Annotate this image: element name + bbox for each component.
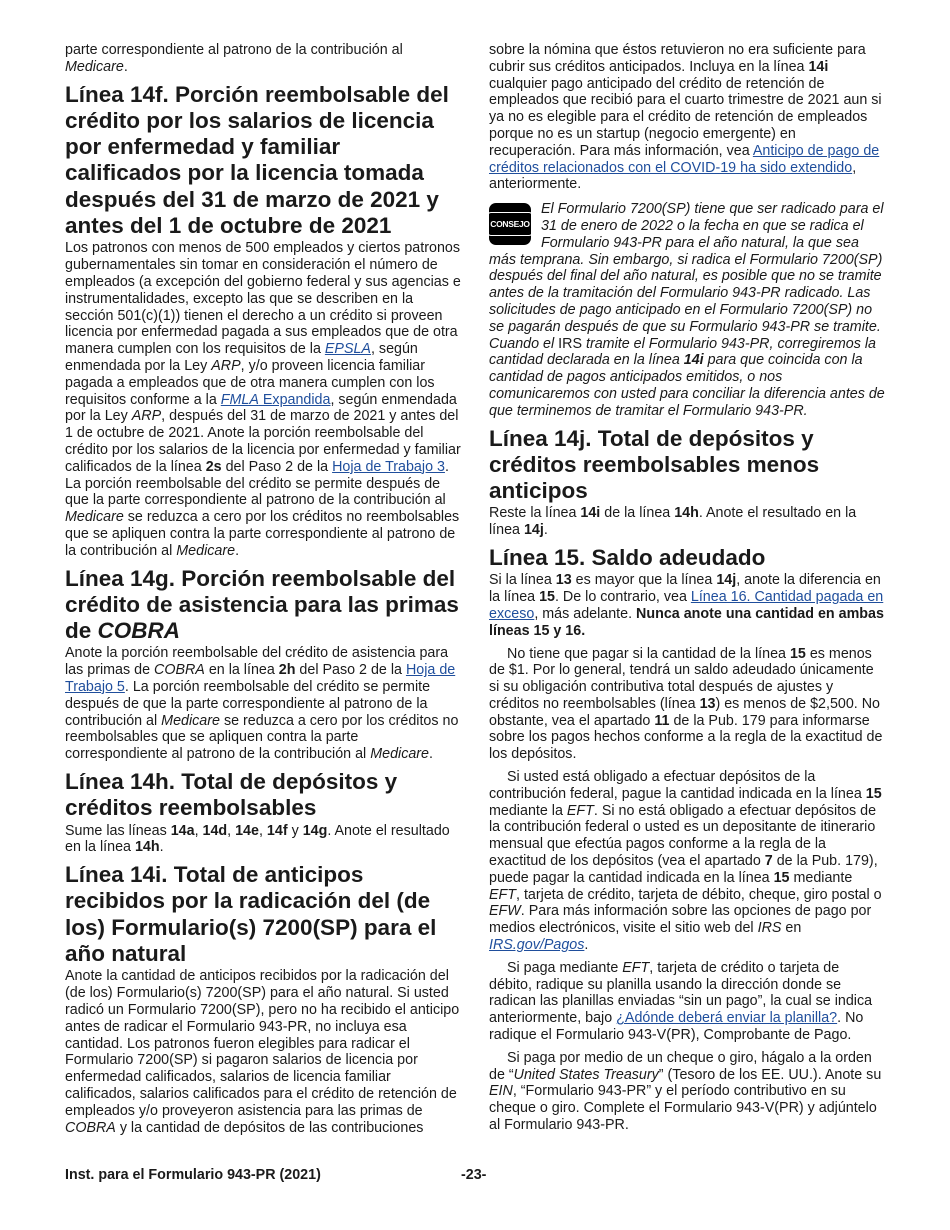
consejo-text: El Formulario 7200(SP) tiene que ser radicado para el 31 de enero de 2022 o la fecha en que se radica el Formulario 943-PR para el año natural, la que sea más temprana. Sin embargo, si radica el Formulario 7200(SP) después del final del año natural, es posible que no se tramite antes de la tramitación del Formulario 943-PR radicado. Las solicitudes de pago anticipado en el Formulario 7200(SP) no se pagarán después de que su Formulario 943-PR se tramite. Cuando el IRS tramite el Formulario 943-PR, corregiremos la cantidad declarada en la línea 14i para que coincida con la cantidad de pagos anticipados emitidos, o nos comunicaremos con usted para conciliar la diferencia antes de que terminemos de tramitar el Formulario 943-PR.	[489, 201, 885, 419]
heading-14i: Línea 14i. Total de anticipos recibidos por la radicación del (de los) Formulario(s) 7200(SP) para el año natural	[65, 862, 437, 967]
section-14f	[65, 82, 461, 560]
paragraph-14i-continued: sobre la nómina que éstos retuvieron no era suficiente para cubrir sus créditos anticipados. Incluya en la línea 14i cualquier pago anticipado del crédito de retención de empleados que recibió para el cuarto trimestre de 2021 aun si ya no es elegible para el crédito de retención de empleados porque no es un startup (negocio emergente) en recuperación. Para más información, vea Anticipo de pago de créditos relacionados con el COVID-19 ha sido extendido, anteriormente.	[489, 42, 882, 193]
heading-14g: Línea 14g. Porción reembolsable del crédito de asistencia para las primas de COBRA	[65, 565, 459, 644]
adonde-enviar-link[interactable]: ¿Adónde deberá enviar la planilla?	[616, 1010, 838, 1027]
section-15	[489, 545, 885, 1134]
epsla-link[interactable]: EPSLA	[324, 341, 371, 358]
section-14g	[65, 566, 461, 763]
left-column	[65, 42, 461, 1136]
heading-14f: Línea 14f. Porción reembolsable del crédito por los salarios de licencia por enfermedad y familiar calificados por la licencia tomada después del 31 de marzo de 2021 y antes del 1 de octubre de 2021	[65, 81, 449, 239]
linea-16-link[interactable]: Línea 16. Cantidad pagada en exceso	[489, 589, 884, 622]
consejo-icon: CONSEJO	[489, 203, 531, 245]
consejo-tip	[489, 201, 885, 419]
section-14h	[65, 769, 461, 856]
section-14j	[489, 426, 885, 539]
paragraph-14f: Los patronos con menos de 500 empleados y ciertos patronos gubernamentales sin tomar en consideración el número de empleados (a excepción del gobierno federal y sus agencias e instrumentalidades, excepto las que se describen en la sección 501(c)(1)) tienen el derecho a un crédito si proveen licencia por enfermedad pagada a sus empleados que de otra manera cumplen con los requisitos de la EPSLA, según enmendada por la Ley ARP, y/o proveen licencia familiar pagada a empleados que de otra manera cumplen con los requisitos conforme a la FMLA Expandida, según enmendada por la Ley ARP, después del 31 de marzo de 2021 y antes del 1 de octubre de 2021. Anote la porción reembolsable del crédito por los salarios de la licencia por enfermedad y familiar calificados de la línea 2s del Paso 2 de la Hoja de Trabajo 3. La porción reembolsable del crédito se permite después de que la parte correspondiente al patrono de la contribución al Medicare se reduzca a cero por los créditos no reembolsables que se apliquen contra la parte correspondiente al patrono de la contribución al Medicare.	[65, 240, 461, 559]
right-column	[489, 42, 885, 1134]
paragraph-14h: Sume las líneas 14a, 14d, 14e, 14f y 14g. Anote el resultado en la línea 14h.	[65, 822, 450, 856]
paragraph-15-3: Si usted está obligado a efectuar depósitos de la contribución federal, pague la cantidad indicada en la línea 15 mediante la EFT. Si no está obligado a efectuar depósitos de la contribución federal o usted es un depositante de itinerario mensual que efectúa pagos conforme a la regla de la exactitud de los depósitos (vea el apartado 7 de la Pub. 179), puede pagar la cantidad indicada en la línea 15 mediante EFT, tarjeta de crédito, tarjeta de débito, cheque, giro postal o EFW. Para más información sobre las opciones de pago por medios electrónicos, visite el sitio web del IRS en IRS.gov/Pagos.	[489, 769, 882, 954]
hoja-de-trabajo-5-link[interactable]: Hoja de Trabajo 5	[65, 662, 456, 695]
irs-pagos-link[interactable]: IRS.gov/Pagos	[489, 937, 585, 954]
paragraph-15-1: Si la línea 13 es mayor que la línea 14j, anote la diferencia en la línea 15. De lo contrario, vea Línea 16. Cantidad pagada en exceso, más adelante. Nunca anote una cantidad en ambas líneas 15 y 16.	[489, 572, 884, 639]
section-14i	[65, 862, 461, 1136]
paragraph-14g: Anote la porción reembolsable del crédito de asistencia para las primas de COBRA en la línea 2h del Paso 2 de la Hoja de Trabajo 5. La porción reembolsable del crédito se permite después de que la parte correspondiente al patrono de la contribución al Medicare se reduzca a cero por los créditos no reembolsables que se apliquen contra la parte correspondiente al patrono de la contribución al Medicare.	[65, 645, 459, 763]
paragraph-15-4: Si paga mediante EFT, tarjeta de crédito o tarjeta de débito, radique su planilla usando la dirección donde se radican las planillas enviadas “sin un pago”, la cual se indica anteriormente, bajo ¿Adónde deberá enviar la planilla?. No radique el Formulario 943-V(PR), Comprobante de Pago.	[489, 959, 873, 1044]
heading-15: Línea 15. Saldo adeudado	[489, 545, 766, 571]
anticipo-covid-link[interactable]: Anticipo de pago de créditos relacionados con el COVID-19 ha sido extendido	[489, 142, 880, 176]
heading-14h: Línea 14h. Total de depósitos y créditos reembolsables	[65, 768, 398, 821]
intro-paragraph: parte correspondiente al patrono de la contribución al Medicare.	[65, 42, 403, 75]
paragraph-15-5: Si paga por medio de un cheque o giro, hágalo a la orden de “United States Treasury” (Tesoro de los EE. UU.). Anote su EIN, “Formulario 943-PR” y el período contributivo en su cheque o giro. Complete el Formulario 943-V(PR) y adjúntelo al Formulario 943-PR.	[489, 1049, 882, 1134]
heading-14j: Línea 14j. Total de depósitos y créditos reembolsables menos anticipos	[489, 425, 820, 504]
paragraph-14i: Anote la cantidad de anticipos recibidos por la radicación del (de los) Formulario(s) 7200(SP) para el año natural. Si usted radicó un Formulario 7200(SP), pero no ha recibido el anticipo antes de radicar el Formulario 943-PR, no incluya esa cantidad. Los patronos fueron elegibles para radicar el Formulario 7200(SP) si pagaron salarios de licencia por enfermedad calificados, salarios de licencia familiar calificados, salarios calificados para el crédito de retención de empleados y/o proveyeron asistencia para las primas de COBRA y la cantidad de depósitos de las contribuciones	[65, 968, 460, 1136]
paragraph-15-2: No tiene que pagar si la cantidad de la línea 15 es menos de $1. Por lo general, tendrá un saldo adeudado únicamente si su obligación contributiva total después de ajustes y créditos no reembolsables (línea 13) es menos de $2,500. No obstante, vea el apartado 11 de la Pub. 179 para informarse sobre los pagos hechos conforme a la regla de la exactitud de los depósitos.	[489, 645, 883, 763]
hoja-de-trabajo-3-link[interactable]: Hoja de Trabajo 3	[332, 458, 445, 475]
page-number: -23-	[461, 1167, 487, 1183]
paragraph-14j: Reste la línea 14i de la línea 14h. Anote el resultado en la línea 14j.	[489, 505, 857, 539]
footer-title: Inst. para el Formulario 943-PR (2021)	[65, 1167, 321, 1183]
fmla-expandida-link[interactable]: FMLA Expandida	[220, 391, 331, 408]
